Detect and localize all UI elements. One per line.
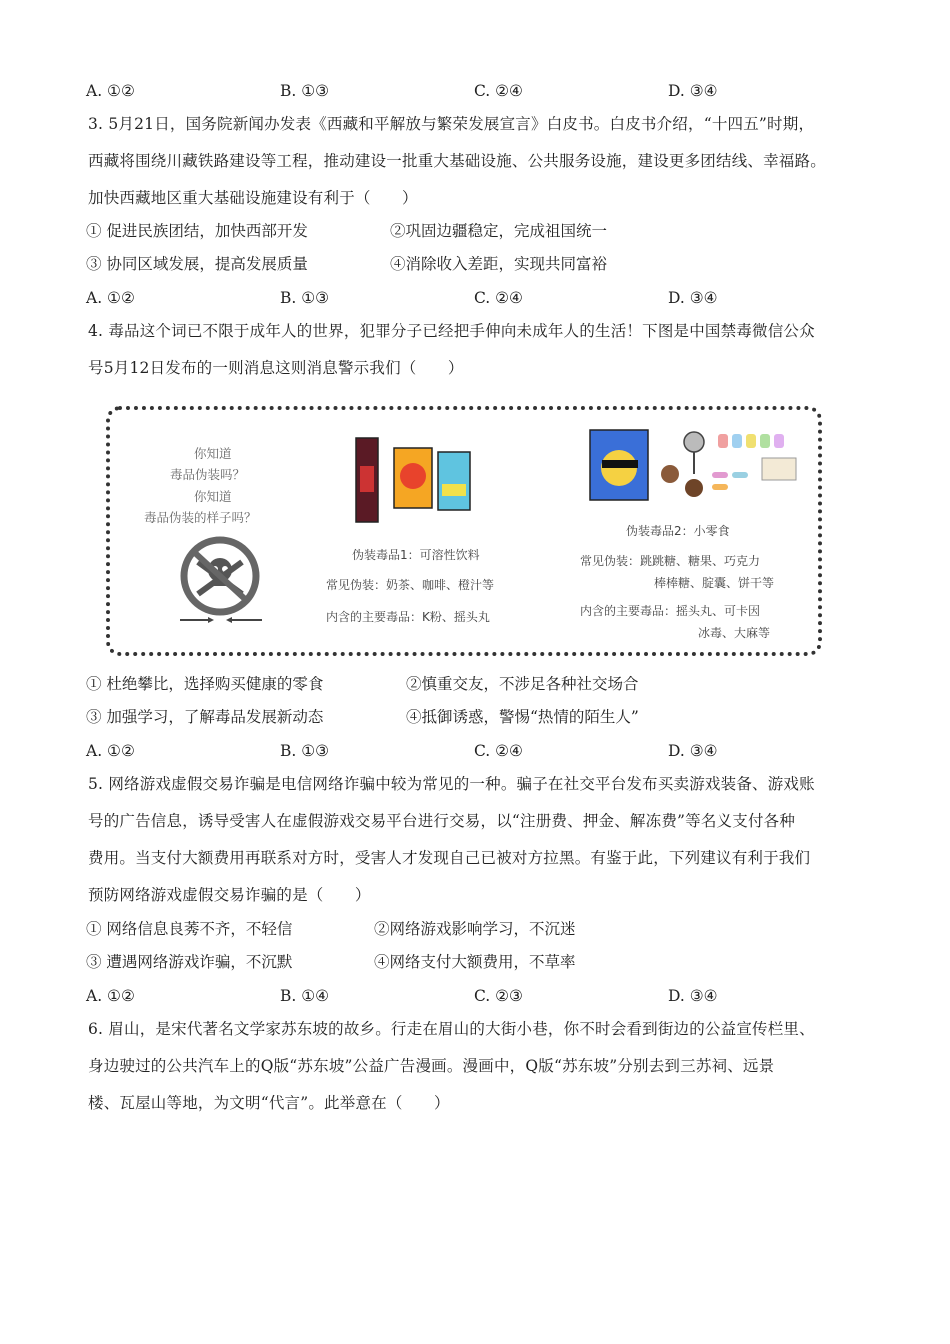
drug2-title: 伪装毒品2：小零食 — [626, 524, 730, 538]
q6-stem-line-3: 楼、瓦屋山等地，为文明“代言”。此举意在（ ） — [88, 1094, 450, 1112]
q4-stem-line-1: 4. 毒品这个词已不限于成年人的世界，犯罪分子已经把手伸向未成年人的生活！下图是中国禁毒微信公众 — [88, 322, 815, 340]
q4-option-c: C. ②④ — [474, 742, 523, 760]
q5-stem-line-1: 5. 网络游戏虚假交易诈骗是电信网络诈骗中较为常见的一种。骗子在社交平台发布买卖游戏装备、游戏账 — [88, 775, 815, 793]
q6-stem-line-1: 6. 眉山，是宋代著名文学家苏东坡的故乡。行走在眉山的大街小巷，你不时会看到街边的公益宣传栏里、 — [88, 1020, 815, 1038]
q4-option-a: A. ①② — [86, 742, 135, 760]
q5-option-b: B. ①④ — [280, 987, 330, 1005]
q6-stem-line-2: 身边驶过的公共汽车上的Q版“苏东坡”公益广告漫画。漫画中，Q版“苏东坡”分别去到三苏祠、远景 — [88, 1057, 775, 1075]
q3-option-b: B. ①③ — [280, 289, 330, 307]
drug2-disguise-line-2: 棒棒糖、腚囊、饼干等 — [654, 576, 775, 590]
q4-item-4: ④抵御诱惑，警惕“热情的陌生人” — [406, 708, 639, 726]
q2-option-d: D. ③④ — [668, 82, 718, 100]
poster-question-1: 你知道 — [194, 446, 232, 461]
q4-item-2: ②慎重交友，不涉足各种社交场合 — [406, 675, 639, 693]
q4-item-1: ① 杜绝攀比，选择购买健康的零食 — [86, 675, 324, 693]
q3-stem-line-3: 加快西藏地区重大基础设施建设有利于（ ） — [88, 189, 418, 207]
q5-item-1: ① 网络信息良莠不齐，不轻信 — [86, 920, 293, 938]
q4-option-b: B. ①③ — [280, 742, 330, 760]
q3-option-d: D. ③④ — [668, 289, 718, 307]
q5-stem-line-4: 预防网络游戏虚假交易诈骗的是（ ） — [88, 886, 371, 904]
q4-option-d: D. ③④ — [668, 742, 718, 760]
anti-drug-poster — [106, 406, 822, 656]
q3-item-1: ① 促进民族团结，加快西部开发 — [86, 222, 308, 240]
drug2-disguise-line-1: 常见伪装：跳跳糖、糖果、巧克力 — [580, 554, 761, 568]
q5-item-2: ②网络游戏影响学习，不沉迷 — [374, 920, 576, 938]
disguised-snacks-icon — [586, 428, 806, 508]
q3-option-c: C. ②④ — [474, 289, 523, 307]
q3-stem-line-1: 3. 5月21日，国务院新闻办发表《西藏和平解放与繁荣发展宣言》白皮书。白皮书介绍，“十四五”时期， — [88, 115, 815, 133]
q3-stem-line-2: 西藏将围绕川藏铁路建设等工程，推动建设一批重大基础设施、公共服务设施，建设更多团结线、幸福路。 — [88, 152, 826, 170]
drug2-contains-line-2: 冰毒、大麻等 — [698, 626, 771, 640]
q5-item-3: ③ 遭遇网络游戏诈骗，不沉默 — [86, 953, 293, 971]
q3-option-a: A. ①② — [86, 289, 135, 307]
q5-stem-line-2: 号的广告信息，诱导受害人在虚假游戏交易平台进行交易，以“注册费、押金、解冻费”等名义支付各种 — [88, 812, 796, 830]
q4-item-3: ③ 加强学习，了解毒品发展新动态 — [86, 708, 324, 726]
q3-item-4: ④消除收入差距，实现共同富裕 — [390, 255, 608, 273]
drug1-contains: 内含的主要毒品：K粉、摇头丸 — [326, 610, 490, 624]
q2-option-a: A. ①② — [86, 82, 135, 100]
q3-item-3: ③ 协同区域发展，提高发展质量 — [86, 255, 308, 273]
q2-option-b: B. ①③ — [280, 82, 330, 100]
q5-option-a: A. ①② — [86, 987, 135, 1005]
poster-question-3: 你知道 — [194, 489, 232, 504]
drug1-title: 伪装毒品1：可溶性饮料 — [352, 548, 480, 562]
q4-stem-line-2: 号5月12日发布的一则消息这则消息警示我们（ ） — [88, 359, 464, 377]
q5-item-4: ④网络支付大额费用，不草率 — [374, 953, 576, 971]
q2-option-c: C. ②④ — [474, 82, 523, 100]
q5-option-c: C. ②③ — [474, 987, 523, 1005]
disguised-drinks-icon — [352, 436, 472, 526]
drug2-contains-line-1: 内含的主要毒品：摇头丸、可卡因 — [580, 604, 761, 618]
poster-question-4: 毒品伪装的样子吗？ — [144, 510, 257, 525]
poster-question-2: 毒品伪装吗？ — [170, 467, 246, 482]
drug1-disguise: 常见伪装：奶茶、咖啡、橙汁等 — [326, 578, 495, 592]
q3-item-2: ②巩固边疆稳定，完成祖国统一 — [390, 222, 608, 240]
q5-option-d: D. ③④ — [668, 987, 718, 1005]
no-drugs-icon — [170, 532, 270, 628]
q5-stem-line-3: 费用。当支付大额费用再联系对方时，受害人才发现自己已被对方拉黑。有鉴于此，下列建议有利于我们 — [88, 849, 811, 867]
